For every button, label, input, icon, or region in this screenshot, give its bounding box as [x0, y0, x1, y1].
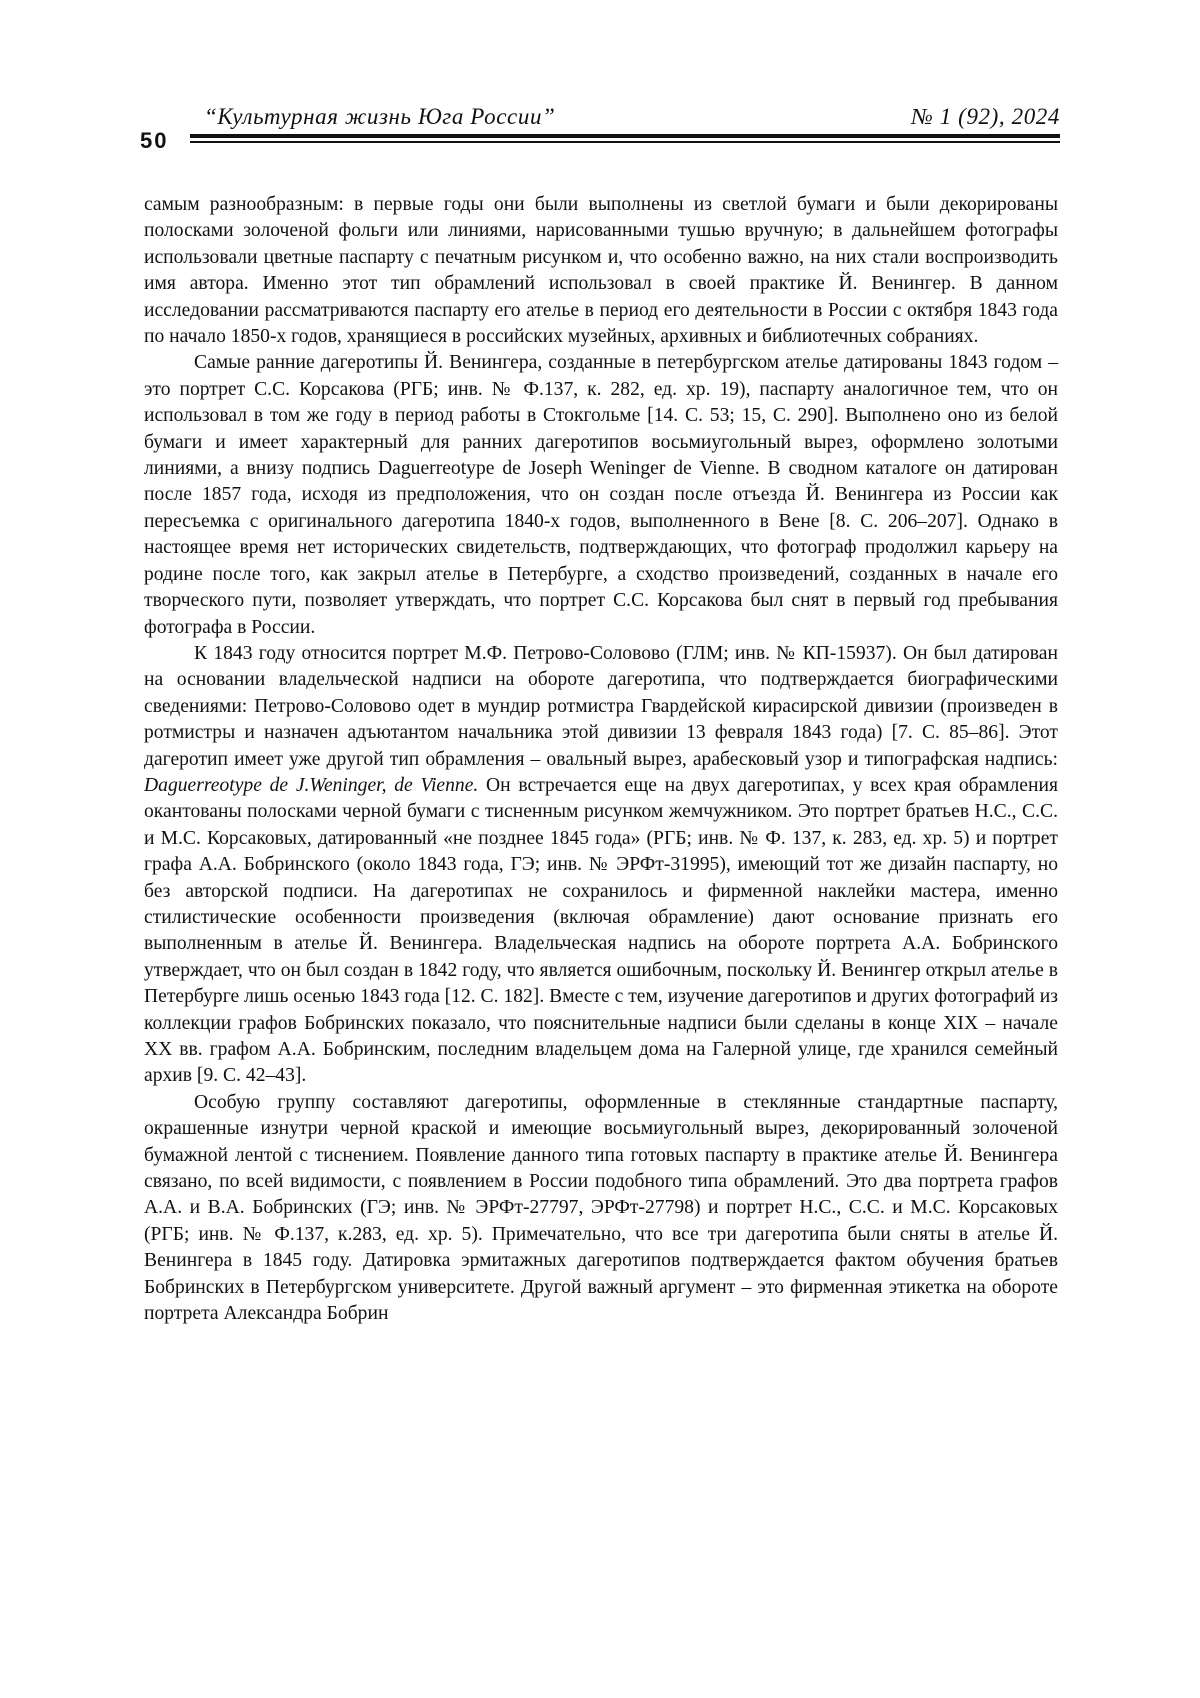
- paragraph-text-after: Он встречается еще на двух дагеротипах, у всех края обрамления окантованы полосками черной бумаги с тисненным рисунком жемчужником. Это портрет братьев Н.С., С.С. и М.С. Корсаковых, датированный «не позднее 1845 года» (РГБ; инв. № Ф. 137, к. 283, ед. хр. 5) и портрет графа А.А. Бобринского (около 1843 года, ГЭ; инв. № ЭРФт-31995), имеющий тот же дизайн паспарту, но без авторской подписи. На дагеротипах не сохранилось и фирменной наклейки мастера, именно стилистические особенности произведения (включая обрамление) дают основание признать его выполненным в ателье Й. Венингера. Владельческая надпись на обороте портрета А.А. Бобринского утверждает, что он был создан в 1842 году, что является ошибочным, поскольку Й. Венингер открыл ателье в Петербурге лишь осенью 1843 года [12. С. 182]. Вместе с тем, изучение дагеротипов и других фотографий из коллекции графов Бобринских показало, что пояснительные надписи были сделаны в конце XIX – начале XX вв. графом А.А. Бобринским, последним владельцем дома на Галерной улице, где хранился семейный архив [9. С. 42–43].: [144, 774, 1058, 1087]
- issue-info: № 1 (92), 2024: [911, 104, 1060, 129]
- page-number: 50: [140, 128, 169, 153]
- header-rule-thin: [190, 141, 1060, 143]
- article-body: [144, 192, 1058, 1327]
- paragraph-continuation: самым разнообразным: в первые годы они были выполнены из светлой бумаги и были декорированы полосками золоченой фольги или линиями, нарисованными тушью вручную; в дальнейшем фотографы использовали цветные паспарту с печатным рисунком и, что особенно важно, на них стали воспроизводить имя автора. Именно этот тип обрамлений использовал в своей практике Й. Венингер. В данном исследовании рассматриваются паспарту его ателье в период его деятельности в России с октября 1843 года по начало 1850-х годов, хранящиеся в российских музейных, архивных и библиотечных собраниях.: [144, 194, 1058, 348]
- paragraph-text-before: К 1843 году относится портрет М.Ф. Петрово-Соловово (ГЛМ; инв. № КП-15937). Он был датирован на основании владельческой надписи на обороте дагеротипа, что подтверждается биографическими сведениями: Петрово-Соловово одет в мундир ротмистра Гвардейской кирасирской дивизии (произведен в ротмистры и назначен адъютантом начальника этой дивизии 13 февраля 1843 года) [7. С. 85–86]. Этот дагеротип имеет уже другой тип обрамления – овальный вырез, арабесковый узор и типографская надпись:: [144, 642, 1058, 770]
- header-rule-thick: [190, 134, 1060, 138]
- page-header: [140, 98, 1060, 153]
- italic-inscription: Daguerreotype de J.Weninger, de Vienne.: [144, 774, 479, 796]
- journal-title: “Культурная жизнь Юга России”: [204, 104, 556, 129]
- paragraph-petrovo-solovovo: [144, 641, 1058, 1090]
- paragraph-glass-passepartout: Особую группу составляют дагеротипы, оформленные в стеклянные стандартные паспарту, окрашенные изнутри черной краской и имеющие восьмиугольный вырез, декорированный золоченой бумажной лентой с тиснением. Появление данного типа готовых паспарту в практике ателье Й. Венингера связано, по всей видимости, с появлением в России подобного типа обрамлений. Это два портрета графов А.А. и В.А. Бобринских (ГЭ; инв. № ЭРФт-27797, ЭРФт-27798) и портрет Н.С., С.С. и М.С. Корсаковых (РГБ; инв. № Ф.137, к.283, ед. хр. 5). Примечательно, что все три дагеротипа были сняты в ателье Й. Венингера в 1845 году. Датировка эрмитажных дагеротипов подтверждается фактом обучения братьев Бобринских в Петербургском университете. Другой важный аргумент – это фирменная этикетка на обороте портрета Александра Бобрин: [144, 1091, 1058, 1325]
- paragraph-earliest-daguerreotypes: Самые ранние дагеротипы Й. Венингера, созданные в петербургском ателье датированы 1843 годом – это портрет С.С. Корсакова (РГБ; инв. № Ф.137, к. 282, ед. хр. 19), паспарту аналогичное тем, что он использовал в том же году в период работы в Стокгольме [14. С. 53; 15, С. 290]. Выполнено оно из белой бумаги и имеет характерный для ранних дагеротипов восьмиугольный вырез, оформлено золотыми линиями, а внизу подпись Daguerreotype de Joseph Weninger de Vienne. В сводном каталоге он датирован после 1857 года, исходя из предположения, что он создан после отъезда Й. Венингера из России как пересъемка с оригинального дагеротипа 1840-х годов, выполненного в Вене [8. С. 206–207]. Однако в настоящее время нет исторических свидетельств, подтверждающих, что фотограф продолжил карьеру на родине после того, как закрыл ателье в Петербурге, а сходство произведений, созданных в начале его творческого пути, позволяет утверждать, что портрет С.С. Корсакова был снят в первый год пребывания фотографа в России.: [144, 352, 1058, 638]
